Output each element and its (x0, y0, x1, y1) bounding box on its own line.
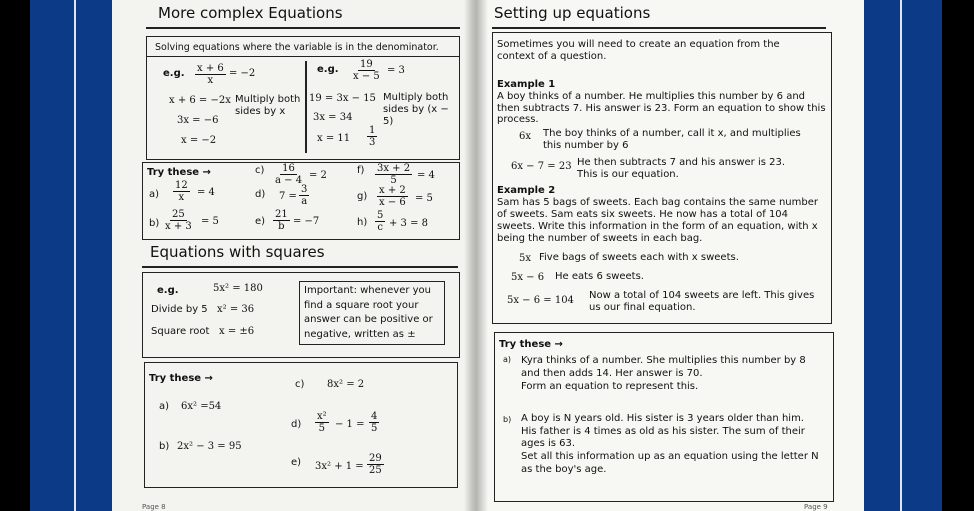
sqrt-label: Square root (151, 326, 210, 337)
box1-divider (147, 56, 459, 57)
try1-a-label: a) (149, 189, 160, 200)
ex2-line-2-math: 5x − 6 (511, 272, 545, 283)
ex1-step-1: x + 6 = −2x (169, 95, 231, 106)
try2-e-lhs: 3x² + 1 = (315, 461, 364, 472)
title-2-rule (142, 266, 458, 268)
ex2-line-2-text: He eats 6 sweets. (555, 271, 644, 282)
try1-e-rhs: = −7 (293, 216, 320, 227)
try2-b-eq: 2x² − 3 = 95 (177, 441, 242, 452)
sqrt-eq: x = ±6 (219, 326, 255, 337)
try1-g-rhs: = 5 (415, 193, 433, 204)
open-booklet (112, 0, 864, 511)
title-rule (146, 27, 460, 29)
ex1-line-1-text: The boy thinks of a number, call it x, and multiplies this number by 6 (543, 128, 801, 151)
try3-b-label: b) (503, 415, 512, 424)
left-title-1: More complex Equations (158, 4, 343, 22)
try1-g-label: g) (357, 191, 368, 202)
try2-a-eq: 6x² =54 (181, 401, 222, 412)
example-1-heading: Example 1 (497, 79, 556, 90)
right-page-number: Page 9 (804, 503, 828, 511)
ex2-line-1-math: 5x (519, 253, 532, 264)
ex2-fraction: $\frac{19}{x - 5}$ (353, 59, 380, 82)
try1-g-fraction: $\frac{x + 2}{x - 6}$ (379, 185, 406, 208)
try2-c-eq: 8x² = 2 (327, 379, 365, 390)
example-box-denominator (146, 36, 460, 160)
right-title: Setting up equations (494, 4, 651, 22)
try1-e-fraction: $\frac{21}{b}$ (275, 209, 288, 232)
ex2-step-1-note: Multiply both sides by (x − 5) (383, 92, 449, 127)
try2-d-fraction-2: $\frac{4}{5}$ (371, 411, 378, 434)
example-2-heading: Example 2 (497, 185, 556, 196)
book-gutter (464, 0, 488, 511)
example-1-text: A boy thinks of a number. He multiplies this number by 6 and then subtracts 7. His answer is 23. Form an equation to show this process. (497, 91, 826, 125)
try2-e-fraction: $\frac{29}{25}$ (369, 453, 382, 476)
try-these-box-1 (142, 162, 460, 240)
ex2-line-3-math: 5x − 6 = 104 (507, 295, 574, 306)
divide-eq: x² = 36 (217, 304, 255, 315)
try1-h-rhs: + 3 = 8 (389, 218, 429, 229)
ex2-step-3-fraction: $\frac{1}{3}$ (369, 125, 376, 148)
try1-label: Try these → (147, 167, 211, 178)
try2-b-label: b) (159, 441, 170, 452)
right-page (474, 0, 864, 511)
example-2-text: Sam has 5 bags of sweets. Each bag contains the same number of sweets. Sam eats six sweets. He now has a total of 104 sweets. Write this information in the form of an equation, with x being the number of sweets in each bag. (497, 197, 819, 244)
ex1-step-3: x = −2 (181, 135, 217, 146)
try1-f-rhs: = 4 (417, 170, 435, 181)
intro-text: Sometimes you will need to create an equation from the context of a question. (497, 39, 780, 62)
try1-h-label: h) (357, 217, 368, 228)
try1-b-label: b) (149, 218, 160, 229)
ex2-line-3-text: Now a total of 104 sweets are left. This gives us our final equation. (589, 290, 815, 313)
setting-up-box (492, 32, 832, 324)
try3-b-text-2: Set all this information up as an equation using the letter N as the boy's age. (521, 451, 819, 475)
important-note: Important: whenever you find a square root your answer can be positive or negative, written as ± (304, 285, 433, 340)
left-page (112, 0, 474, 511)
left-title-2: Equations with squares (150, 243, 325, 261)
ex1-fraction: $\frac{x + 6}{x}$ (197, 63, 224, 86)
eg-label-2: e.g. (317, 64, 339, 75)
important-note-box (299, 281, 445, 345)
try2-d-mid: − 1 = (335, 419, 365, 430)
squares-eq: 5x² = 180 (213, 283, 263, 294)
ex1-line-2-text: He then subtracts 7 and his answer is 23. This is our equation. (577, 157, 786, 180)
try3-a-text-2: Form an equation to represent this. (521, 381, 699, 392)
try3-label: Try these → (499, 339, 563, 350)
right-title-rule (492, 27, 826, 29)
try2-label: Try these → (149, 373, 213, 384)
eg-label: e.g. (163, 68, 185, 79)
box1-heading: Solving equations where the variable is in the denominator. (155, 42, 439, 53)
left-page-number: Page 8 (142, 503, 166, 511)
ex1-line-1-math: 6x (519, 131, 532, 142)
try1-h-fraction: $\frac{5}{c}$ (377, 210, 384, 233)
try1-d-label: d) (255, 189, 266, 200)
try-these-box-2 (144, 362, 458, 488)
try2-a-label: a) (159, 401, 170, 412)
try2-c-label: c) (295, 379, 305, 390)
try2-d-fraction: $\frac{\text{x²}}{5}$ (317, 411, 327, 434)
ex2-step-2: 3x = 34 (313, 112, 353, 123)
try2-e-label: e) (291, 457, 302, 468)
try1-a-fraction: $\frac{12}{x}$ (175, 180, 188, 203)
ex1-rhs: = −2 (229, 68, 256, 79)
try1-b-fraction: $\frac{25}{x + 3}$ (165, 209, 192, 232)
ex2-rhs: = 3 (387, 65, 405, 76)
try2-d-label: d) (291, 419, 302, 430)
try1-a-rhs: = 4 (197, 187, 215, 198)
try3-a-label: a) (503, 355, 512, 364)
try-these-box-3 (494, 332, 834, 502)
divide-label: Divide by 5 (151, 304, 208, 315)
ex1-step-2: 3x = −6 (177, 115, 219, 126)
try1-c-fraction: $\frac{16}{a - 4}$ (275, 163, 303, 186)
try1-c-label: c) (255, 165, 265, 176)
try3-b-text: A boy is N years old. His sister is 3 years older than him. His father is 4 times as old as his sister. The sum of their ages is 63. (521, 413, 805, 449)
example-box-squares (142, 272, 460, 358)
try1-f-fraction: $\frac{3x + 2}{5}$ (377, 163, 411, 186)
ex2-step-1: 19 = 3x − 15 (309, 93, 376, 104)
try1-d-fraction: $\frac{3}{a}$ (301, 184, 308, 207)
ex2-line-1-text: Five bags of sweets each with x sweets. (539, 252, 739, 263)
squares-eg-label: e.g. (157, 285, 179, 296)
box1-column-divider (305, 61, 307, 153)
try3-a-text: Kyra thinks of a number. She multiplies this number by 8 and then adds 14. Her answer is 70. (521, 355, 806, 379)
ex2-step-3: x = 11 (317, 133, 351, 144)
ex1-line-2-math: 6x − 7 = 23 (511, 161, 572, 172)
try1-e-label: e) (255, 216, 266, 227)
try1-c-rhs: = 2 (309, 170, 327, 181)
try1-b-rhs: = 5 (201, 216, 219, 227)
try1-d-lhs: 7 = (279, 191, 297, 202)
ex1-step-1-note: Multiply both sides by x (235, 94, 301, 117)
try1-f-label: f) (357, 165, 365, 176)
